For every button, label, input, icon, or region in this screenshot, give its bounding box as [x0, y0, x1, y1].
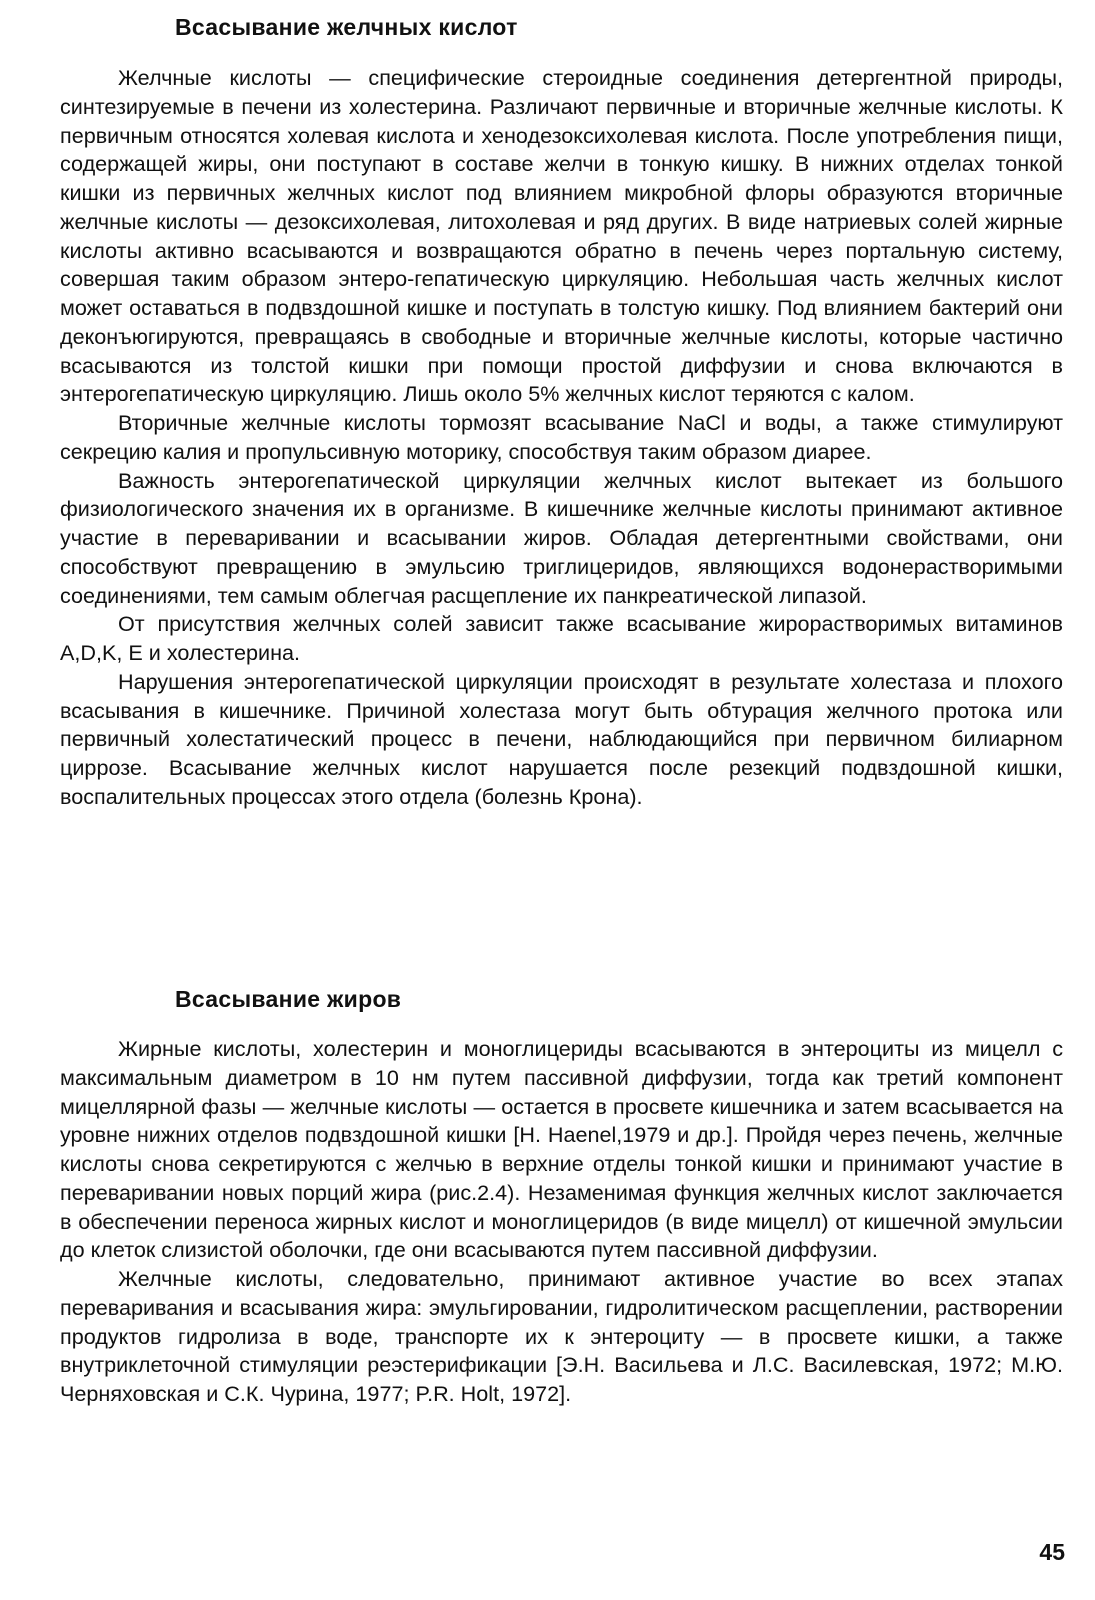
section-title-bile-acids: Всасывание желчных кислот [175, 14, 518, 40]
section-bile-acids-body [60, 64, 1063, 812]
paragraph: Нарушения энтерогепатической циркуляции происходят в результате холестаза и плохого всасывания в кишечнике. Причиной холестаза могут быть обтурация желчного протока или первичный холестатический процесс в печени, наблюдающийся при первичном билиарном циррозе. Всасывание желчных кислот нарушается после резекций подвздошной кишки, воспалительных процессах этого отдела (болезнь Крона). [60, 668, 1063, 809]
paragraph: Желчные кислоты — специфические стероидные соединения детергентной природы, синтезируемые в печени из холестерина. Различают первичные и вторичные желчные кислоты. К первичным относятся холевая кислота и хенодезоксихолевая кислота. После употребления пищи, содержащей жиры, они поступают в составе желчи в тонкую кишку. В нижних отделах тонкой кишки из первичных желчных кислот под влиянием микробной флоры образуются вторичные желчные кислоты — дезоксихолевая, литохолевая и ряд других. В виде натриевых солей жирные кислоты активно всасываются и возвращаются обратно в печень через портальную систему, совершая таким образом энтеро-гепатическую циркуляцию. Небольшая часть желчных кислот может оставаться в подвздошной кишке и поступать в толстую кишку. Под влиянием бактерий они деконъюгируются, превращаясь в свободные и вторичные желчные кислоты, которые частично всасываются из толстой кишки при помощи простой диффузии и снова включаются в энтерогепатическую циркуляцию. Лишь около 5% желчных кислот теряются с калом. [60, 65, 1063, 407]
section-title-fat-absorption: Всасывание жиров [175, 986, 402, 1012]
paragraph: Желчные кислоты, следовательно, принимают активное участие во всех этапах переваривания и всасывания жира: эмульгировании, гидролитическом расщеплении, растворении продуктов гидролиза в воде, транспорте их к энтероциту — в просвете кишки, а также внутриклеточной стимуляции реэстерификации [Э.Н. Васильева и Л.С. Василевская, 1972; М.Ю. Черняховская и С.К. Чурина, 1977; P.R. Holt, 1972]. [60, 1266, 1063, 1406]
paragraph: Важность энтерогепатической циркуляции желчных кислот вытекает из большого физиологического значения их в организме. В кишечнике желчные кислоты принимают активное участие в переваривании и всасывании жиров. Обладая детергентными свойствами, они способствуют превращению в эмульсию триглицеридов, являющихся водонерастворимыми соединениями, тем самым облегчая расщепление их панкреатической липазой. [60, 467, 1063, 608]
section-fat-absorption-body [60, 1035, 1063, 1409]
paragraph: Вторичные желчные кислоты тормозят всасывание NaCl и воды, а также стимулируют секрецию калия и пропульсивную моторику, способствуя таким образом диарее. [60, 410, 1063, 464]
page-number: 45 [1039, 1539, 1065, 1565]
paragraph: Жирные кислоты, холестерин и моноглицериды всасываются в энтероциты из мицелл с максимальным диаметром в 10 нм путем пассивной диффузии, тогда как третий компонент мицеллярной фазы — желчные кислоты — остается в просвете кишечника и затем всасывается на уровне нижних отделов подвздошной кишки [H. Haenel,1979 и др.]. Пройдя через печень, желчные кислоты снова секретируются с желчью в верхние отделы тонкой кишки и принимают участие в переваривании новых порций жира (рис.2.4). Незаменимая функция желчных кислот заключается в обеспечении переноса жирных кислот и моноглицеридов (в виде мицелл) от кишечной эмульсии до клеток слизистой оболочки, где они всасываются путем пассивной диффузии. [60, 1036, 1063, 1263]
paragraph: От присутствия желчных солей зависит также всасывание жирорастворимых витаминов A,D,K, E и холестерина. [60, 611, 1063, 665]
